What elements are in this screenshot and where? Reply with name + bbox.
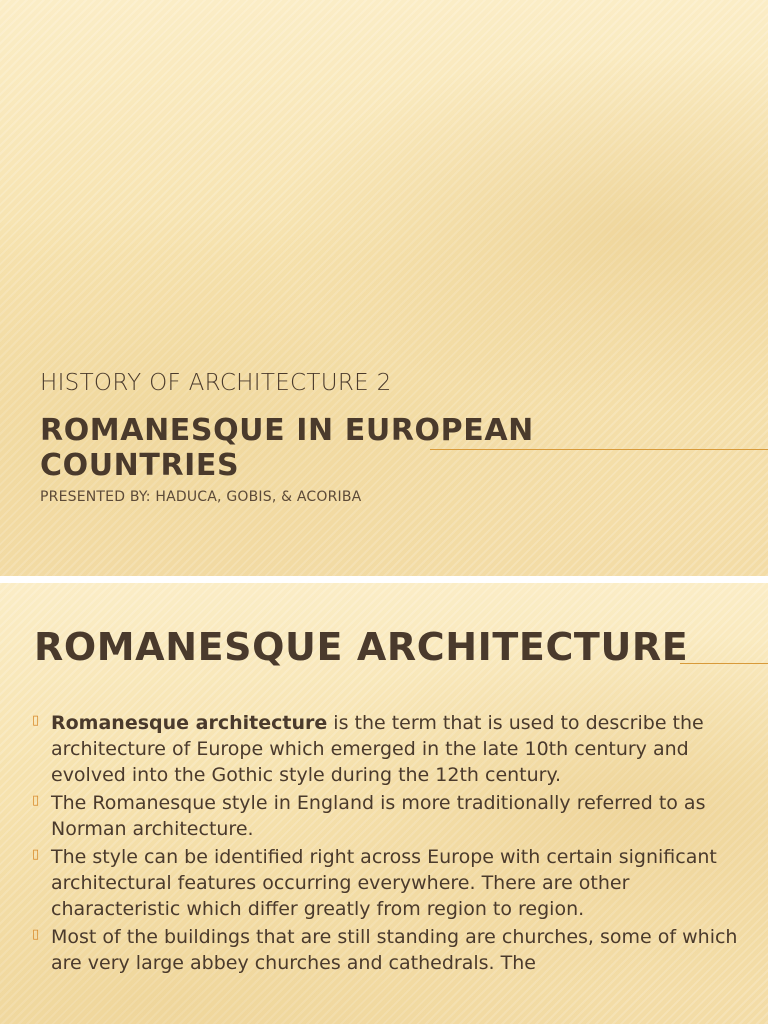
- bullet-text: is the term that is used to describe the architecture of Europe which emerged in the late 10th century and evolved into the Gothic style during the 12th century.: [51, 712, 704, 786]
- heading-divider: [680, 663, 768, 664]
- bullet-item: [32, 844, 748, 922]
- bullet-icon: ▯: [32, 847, 40, 862]
- bullet-icon: ▯: [32, 793, 40, 808]
- slide-heading: ROMANESQUE ARCHITECTURE: [34, 625, 689, 669]
- bullet-item: [32, 710, 748, 788]
- bullet-item: [32, 790, 748, 842]
- bullet-icon: ▯: [32, 927, 40, 942]
- presented-by: PRESENTED BY: HADUCA, GOBIS, & ACORIBA: [40, 489, 362, 505]
- bullet-text: The style can be identified right across Europe with certain significant architectural features occurring everywhere. There are other characteristic which differ greatly from region to region.: [51, 846, 717, 920]
- content-slide: [0, 583, 768, 1024]
- title-divider: [430, 449, 768, 450]
- bullet-list: [32, 710, 748, 978]
- slide-gap: [0, 576, 768, 583]
- slide-subtitle: HISTORY OF ARCHITECTURE 2: [40, 370, 392, 396]
- bullet-text: Most of the buildings that are still standing are churches, some of which are very large abbey churches and cathedrals. The: [51, 926, 738, 974]
- slide-title: [40, 413, 740, 483]
- slide-title-line-1: ROMANESQUE IN EUROPEAN: [40, 413, 534, 448]
- bullet-item: [32, 924, 748, 976]
- slide-title-line-2: COUNTRIES: [40, 448, 240, 483]
- bullet-bold-term: Romanesque architecture: [51, 712, 328, 734]
- bullet-text: The Romanesque style in England is more traditionally referred to as Norman architecture.: [51, 792, 706, 840]
- bullet-icon: ▯: [32, 713, 40, 728]
